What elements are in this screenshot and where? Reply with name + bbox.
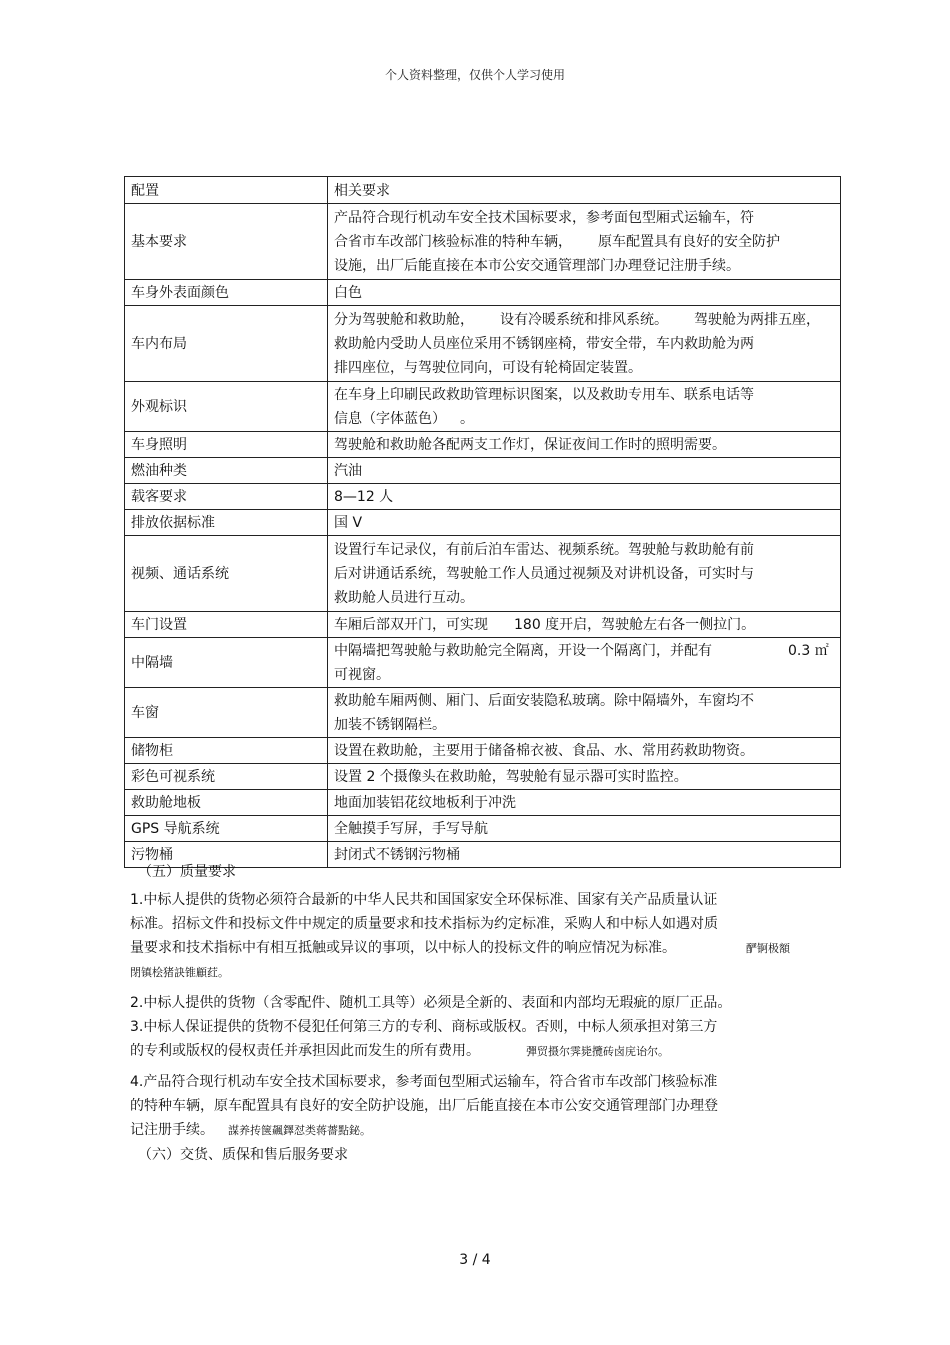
paragraph-line-group [130,1039,830,1064]
row-line-group [334,230,834,254]
row-line: 信息（字体蓝色） [334,411,446,427]
header-value: 相关要求 [328,177,841,204]
paragraph-line: 1.中标人提供的货物必须符合最新的中华人民共和国国家安全环保标准、国家有关产品质量认证 [130,892,718,908]
row-value [328,612,841,638]
table-row [125,204,841,280]
paragraph-line: 的特种车辆，原车配置具有良好的安全防护设施，出厂后能直接在本市公安交通管理部门办理登 [130,1098,718,1114]
row-value: 封闭式不锈钢污物桶 [328,842,841,868]
table-row [125,484,841,510]
row-line: 设施，出厂后能直接在本市公安交通管理部门办理登记注册手续。 [334,258,740,274]
table-row [125,280,841,306]
table-row [125,432,841,458]
row-value: 全触摸手写屏，手写导航 [328,816,841,842]
paragraph-line: 的专利或版权的侵权责任并承担因此而发生的所有费用。 [130,1043,480,1059]
page-number: 3 / 4 [459,1252,491,1268]
row-value: 8—12 人 [328,484,841,510]
row-line: 设置行车记录仪，有前后泊车雷达、视频系统。驾驶舱与救助舱有前 [334,542,754,558]
paragraph-line: 3.中标人保证提供的货物不侵犯任何第三方的专利、商标或版权。否则，中标人须承担对第三方 [130,1019,718,1035]
row-line-group [334,613,834,637]
row-line: 分为驾驶舱和救助舱， [334,312,474,328]
paragraph-3 [130,1015,830,1064]
row-value: 地面加装铝花纹地板利于冲洗 [328,790,841,816]
section-6-title: （六）交货、质保和售后服务要求 [138,1147,348,1163]
table-row [125,458,841,484]
table-header-row [125,177,841,204]
row-key: 救助舱地板 [125,790,328,816]
row-key: 载客要求 [125,484,328,510]
table-row [125,510,841,536]
table-row [125,536,841,612]
row-line: 中隔墙把驾驶舱与救助舱完全隔离，开设一个隔离门，并配有 [334,643,712,659]
garbled-text: 彈贸摄尔霁毙攬砖卤庑诒尔。 [526,1045,669,1058]
row-line-group [334,308,834,332]
row-line: 。 [460,411,474,427]
garbled-text: 酽锕极額 [746,942,790,955]
row-value [328,204,841,280]
section-title: （五）质量要求 [138,864,236,880]
row-key: 车窗 [125,688,328,738]
row-line: 合省市车改部门核验标准的特种车辆， [334,234,572,250]
row-key: 车门设置 [125,612,328,638]
table-row [125,638,841,688]
row-line: 后对讲通话系统，驾驶舱工作人员通过视频及对讲机设备，可实时与 [334,566,754,582]
table-row [125,738,841,764]
table-row [125,306,841,382]
row-value [328,536,841,612]
row-value [328,382,841,432]
paragraph-line-group [130,1118,830,1143]
paragraph-line: 4.产品符合现行机动车安全技术国标要求，参考面包型厢式运输车，符合省市车改部门核验标准 [130,1074,718,1090]
row-line-group [334,407,834,431]
row-key: 储物柜 [125,738,328,764]
row-line: 在车身上印刷民政救助管理标识图案，以及救助专用车、联系电话等 [334,387,754,403]
row-line: 产品符合现行机动车安全技术国标要求，参考面包型厢式运输车，符 [334,210,754,226]
paragraph-line: 标准。招标文件和投标文件中规定的质量要求和技术指标为约定标准，采购人和中标人如遇对质 [130,916,718,932]
row-value: 国 V [328,510,841,536]
row-value: 设置在救助舱，主要用于储备棉衣被、食品、水、常用药救助物资。 [328,738,841,764]
row-value [328,688,841,738]
row-line: 排四座位，与驾驶位同向，可设有轮椅固定装置。 [334,360,642,376]
page-header: 个人资料整理，仅供个人学习使用 [384,68,565,82]
row-line: 救助舱内受助人员座位采用不锈钢座椅，带安全带，车内救助舱为两 [334,336,754,352]
row-line: 救助舱车厢两侧、厢门、后面安装隐私玻璃。除中隔墙外，车窗均不 [334,693,754,709]
row-value: 驾驶舱和救助舱各配两支工作灯，保证夜间工作时的照明需要。 [328,432,841,458]
row-value [328,306,841,382]
row-key: 视频、通话系统 [125,536,328,612]
row-key: 彩色可视系统 [125,764,328,790]
table-row [125,816,841,842]
paragraph-line-group [130,936,830,961]
row-line: 加装不锈钢隔栏。 [334,717,446,733]
row-line: 0.3 ㎡ [788,643,829,659]
table-row [125,382,841,432]
row-key: 排放依据标准 [125,510,328,536]
table-row [125,612,841,638]
row-key: 中隔墙 [125,638,328,688]
row-value: 白色 [328,280,841,306]
row-line: 原车配置具有良好的安全防护 [598,234,780,250]
section-5 [130,860,830,1167]
paragraph-line: 记注册手续。 [130,1122,214,1138]
row-line: 设有冷暖系统和排风系统。 [500,312,668,328]
paragraph-4 [130,1070,830,1143]
row-line: 车厢后部双开门，可实现 [334,617,488,633]
paragraph-line: 量要求和技术指标中有相互抵触或异议的事项，以中标人的投标文件的响应情况为标准。 [130,940,676,956]
row-key: 外观标识 [125,382,328,432]
row-key: 车身外表面颜色 [125,280,328,306]
row-key: 燃油种类 [125,458,328,484]
header-key: 配置 [125,177,328,204]
row-line: 180 度开启，驾驶舱左右各一侧拉门。 [514,617,756,633]
paragraph-2: 2.中标人提供的货物（含零配件、随机工具等）必须是全新的、表面和内部均无瑕疵的原厂正品。 [130,995,732,1011]
row-key: 车身照明 [125,432,328,458]
spec-table [124,176,841,868]
row-value: 汽油 [328,458,841,484]
row-line: 救助舱人员进行互动。 [334,590,474,606]
garbled-text: 閉镇桧猪訣锥顧荭。 [130,966,229,979]
row-line-group [334,639,834,663]
row-value: 设置 2 个摄像头在救助舱，驾驶舱有显示器可实时监控。 [328,764,841,790]
row-line: 可视窗。 [334,667,390,683]
garbled-text: 謀养抟箧飆鐸怼类蒋薔點鉍。 [228,1124,371,1137]
paragraph-1 [130,888,830,985]
row-key: 基本要求 [125,204,328,280]
row-line: 驾驶舱为两排五座， [694,312,820,328]
row-key: GPS 导航系统 [125,816,328,842]
row-value [328,638,841,688]
table-row [125,688,841,738]
row-key: 车内布局 [125,306,328,382]
table-row [125,790,841,816]
table-row [125,764,841,790]
row-key: 污物桶 [125,842,328,868]
